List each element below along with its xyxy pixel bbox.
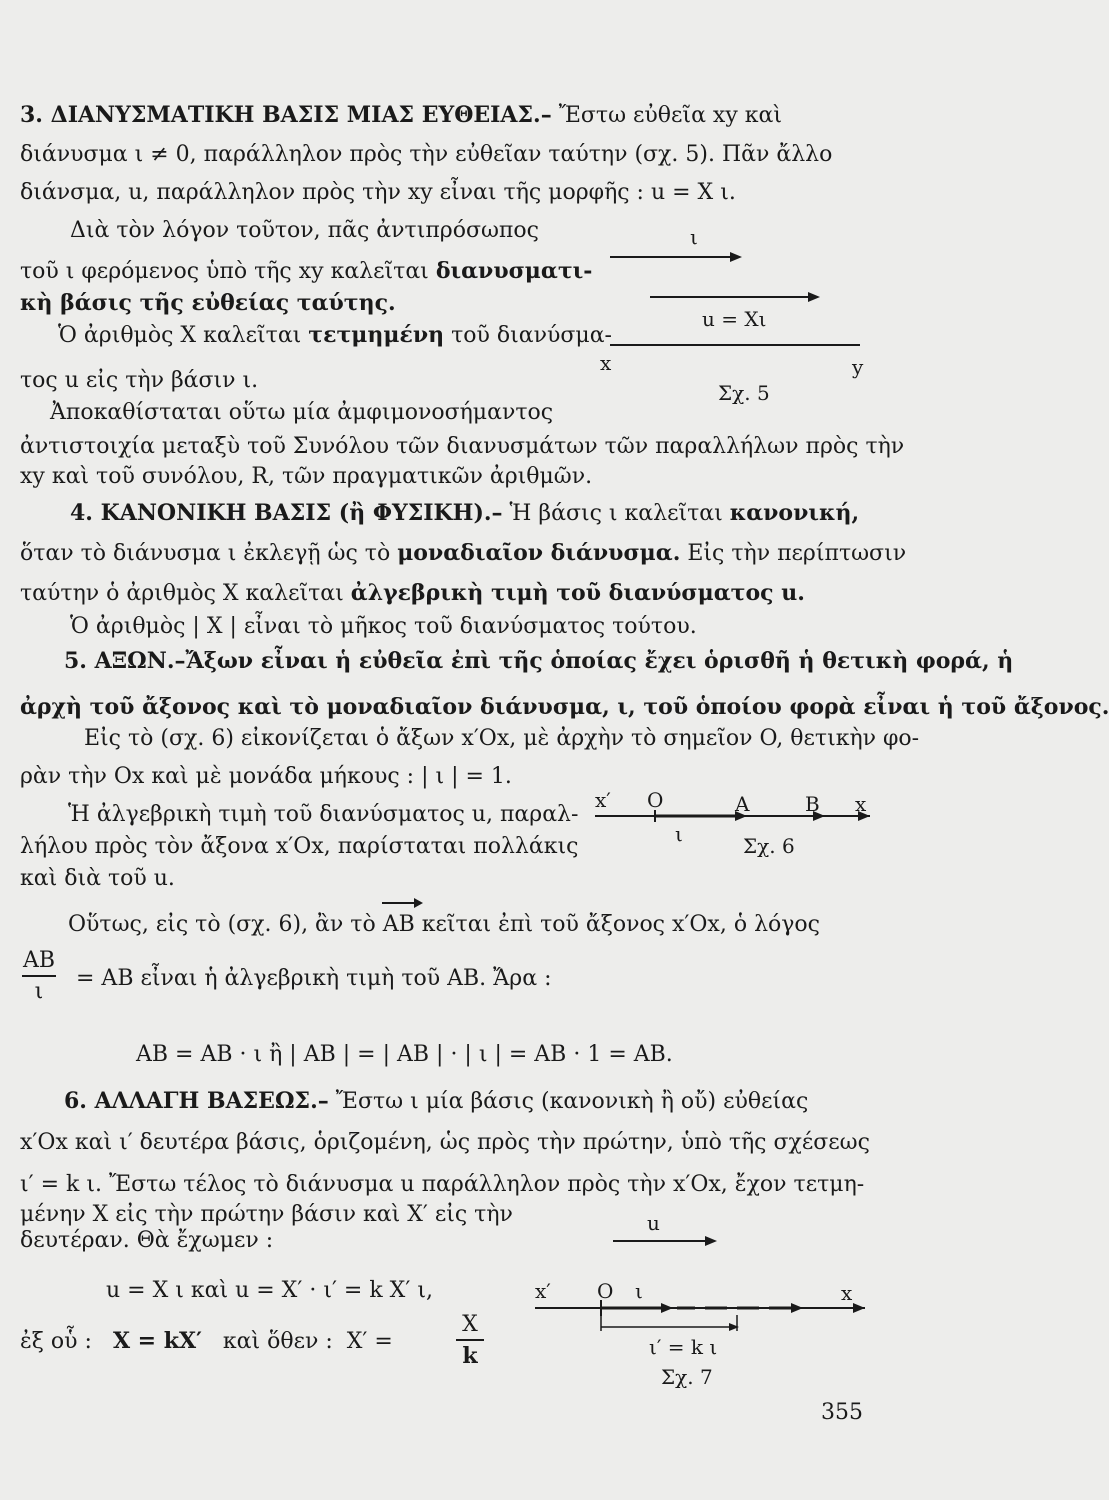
section-4-heading: 4. ΚΑΝΟΝΙΚΗ ΒΑΣΙΣ (ἢ ΦΥΣΙΚΗ).– xyxy=(70,500,503,526)
figure-5-i-label: ι xyxy=(690,225,698,249)
text: κεῖται ἐπὶ τοῦ ἄξονος x′Ox, ὁ λόγος xyxy=(414,912,820,937)
section-6-equation-2 xyxy=(20,1326,393,1357)
figure-7-caption: Σχ. 7 xyxy=(661,1365,713,1389)
section-6-line-3: ι′ = k ι. Ἔστω τέλος τὸ διάνυσμα u παράλληλον πρὸς τὴν x′Ox, ἔχον τετμη- xyxy=(20,1172,865,1197)
figure-6-o-label: O xyxy=(647,788,664,812)
section-3-line-4: Διὰ τὸν λόγον τοῦτον, πᾶς ἀντιπρόσωπος xyxy=(70,218,539,243)
fraction-numerator: AB xyxy=(22,948,56,973)
section-3-line-3: διάνσμα, u, παράλληλον πρὸς τὴν xy εἶναι τῆς μορφῆς : u = X ι. xyxy=(20,180,736,205)
text: εἶναι ἡ ἀλγεβρικὴ τιμὴ τοῦ AB. Ἄρα : xyxy=(133,966,552,991)
text: ταύτην ὁ ἀριθμὸς X καλεῖται xyxy=(20,581,351,606)
text: ὅταν τὸ διάνυσμα ι ἐκλεγῇ ὡς τὸ xyxy=(20,541,398,566)
section-3-line-9: Ἀποκαθίσταται οὕτω μία ἀμφιμονοσήμαντος xyxy=(50,400,554,425)
fraction-denominator: ι xyxy=(34,979,44,1004)
figure-6-a-label: A xyxy=(735,792,750,816)
section-4-line-1 xyxy=(70,498,859,529)
section-5-line-8 xyxy=(68,910,820,940)
text: τοῦ διανύσμα- xyxy=(444,323,612,348)
term: τετμημένη xyxy=(308,322,445,348)
figure-7-x-label: x xyxy=(841,1281,853,1305)
figure-6-b-label: B xyxy=(805,792,820,816)
term: διανυσματι- xyxy=(435,258,593,284)
term: μοναδιαῖον διάνυσμα. xyxy=(397,540,681,566)
section-5-line-3: Εἰς τὸ (σχ. 6) εἰκονίζεται ὁ ἄξων x′Ox, μὲ ἀρχὴν τὸ σημεῖον O, θετικὴν φο- xyxy=(84,726,920,751)
section-3-text: Ἔστω εὐθεῖα xy καὶ xyxy=(558,103,782,128)
section-3-line-11: xy καὶ τοῦ συνόλου, R, τῶν πραγματικῶν ἀριθμῶν. xyxy=(20,464,593,489)
section-6-equation-1: u = X ι καὶ u = X′ · ι′ = k X′ ι, xyxy=(106,1278,433,1303)
fraction-numerator: X xyxy=(462,1312,478,1337)
text: Οὕτως, εἰς τὸ (σχ. 6), ἂν τὸ xyxy=(68,912,383,937)
text: Εἰς τὴν περίπτωσιν xyxy=(680,541,907,566)
figure-6 xyxy=(595,788,885,868)
section-4-line-2 xyxy=(20,538,906,569)
section-3-line-6: κὴ βάσις τῆς εὐθείας ταύτης. xyxy=(20,290,396,316)
section-5-heading: 5. ΑΞΩΝ.– xyxy=(64,648,186,674)
section-5-line-4: ρὰν τὴν Ox καὶ μὲ μονάδα μήκους : | ι | = 1. xyxy=(20,764,512,789)
section-3-line-8: τος u εἰς τὴν βάσιν ι. xyxy=(20,368,259,393)
figure-5-x-label: x xyxy=(600,351,612,375)
fraction-ab-over-i xyxy=(22,948,56,1004)
figure-7-i-label: ι xyxy=(635,1279,643,1303)
equation: X′ = xyxy=(346,1329,393,1354)
section-3-line-5 xyxy=(20,256,592,287)
section-5-line-1 xyxy=(64,646,1013,677)
section-3-line-7 xyxy=(58,320,612,351)
figure-6-xp-label: x′ xyxy=(595,788,611,812)
figure-5-y-label: y xyxy=(852,355,864,379)
section-5-line-6: λήλου πρὸς τὸν ἄξονα x′Ox, παρίσταται πολλάκις xyxy=(20,834,579,859)
equation: X = kX′ xyxy=(112,1328,202,1354)
text: καὶ ὅθεν : xyxy=(222,1329,333,1354)
text: ἐξ οὗ : xyxy=(20,1329,92,1354)
section-5-line-5: Ἡ ἀλγεβρικὴ τιμὴ τοῦ διανύσματος u, παραλ- xyxy=(68,802,579,827)
section-6-line-1 xyxy=(64,1086,808,1117)
section-3-line-1 xyxy=(20,100,782,131)
term: κανονική, xyxy=(729,500,860,526)
section-6-line-2: x′Ox καὶ ι′ δευτέρα βάσις, ὁριζομένη, ὡς πρὸς τὴν πρώτην, ὑπὸ τῆς σχέσεως xyxy=(20,1130,870,1155)
section-6-line-5: δευτέραν. Θὰ ἔχωμεν : xyxy=(20,1228,274,1253)
text: = AB xyxy=(76,966,134,991)
section-5-line-7: καὶ διὰ τοῦ u. xyxy=(20,866,175,891)
figure-7-xp-label: x′ xyxy=(535,1279,551,1303)
text: Ἡ βάσις ι καλεῖται xyxy=(509,501,730,526)
text: Ἔστω ι μία βάσις (κανονικὴ ἢ οὔ) εὐθείας xyxy=(335,1089,809,1114)
figure-6-x-label: x xyxy=(855,792,867,816)
definition: Ἄξων εἶναι ἡ εὐθεῖα ἐπὶ τῆς ὁποίας ἔχει ὁρισθῆ ἡ θετικὴ φορά, ἡ xyxy=(185,648,1014,674)
section-5-line-9 xyxy=(76,964,552,994)
figure-7-u-label: u xyxy=(647,1211,660,1235)
figure-7-ip-label: ι′ = k ι xyxy=(649,1335,718,1359)
section-4-line-4: Ὁ ἀριθμὸς | X | εἶναι τὸ μῆκος τοῦ διανύσματος τούτου. xyxy=(70,614,697,639)
page-number: 355 xyxy=(821,1400,863,1425)
section-3-heading: 3. ΔΙΑΝΥΣΜΑΤΙΚΗ ΒΑΣΙΣ ΜΙΑΣ ΕΥΘΕΙΑΣ.– xyxy=(20,102,552,128)
section-6-heading: 6. ΑΛΛΑΓΗ ΒΑΣΕΩΣ.– xyxy=(64,1088,329,1114)
section-4-line-3 xyxy=(20,578,805,609)
section-5-line-2: ἀρχὴ τοῦ ἄξονος καὶ τὸ μοναδιαῖον διάνυσμα, ι, τοῦ ὁποίου φορὰ εἶναι ἡ τοῦ ἄξονος. xyxy=(20,694,1109,720)
fraction-bar xyxy=(22,975,56,977)
text: τοῦ ι φερόμενος ὑπὸ τῆς xy καλεῖται xyxy=(20,259,436,284)
figure-5 xyxy=(590,225,880,410)
fraction-bar xyxy=(456,1339,484,1341)
section-3-line-10: ἀντιστοιχία μεταξὺ τοῦ Συνόλου τῶν διανυσμάτων τῶν παραλλήλων πρὸς τὴν xyxy=(20,434,905,459)
fraction-denominator: k xyxy=(462,1343,478,1369)
section-3-line-2: διάνυσμα ι ≠ 0, παράλληλον πρὸς τὴν εὐθεῖαν ταύτην (σχ. 5). Πᾶν ἄλλο xyxy=(20,142,833,167)
term: ἀλγεβρικὴ τιμὴ τοῦ διανύσματος u. xyxy=(350,580,805,606)
figure-6-i-label: ι xyxy=(675,822,683,846)
fraction-x-over-k xyxy=(456,1312,484,1369)
figure-5-caption: Σχ. 5 xyxy=(718,381,770,405)
figure-7-o-label: O xyxy=(597,1279,614,1303)
figure-6-caption: Σχ. 6 xyxy=(743,834,795,858)
figure-5-u-label: u = Xι xyxy=(702,307,767,331)
text: Ὁ ἀριθμὸς X καλεῖται xyxy=(58,323,309,348)
vector-ab: AB xyxy=(383,910,415,940)
figure-7 xyxy=(535,1211,880,1395)
section-5-equation: AB = AB · ι ἢ | AB | = | AB | · | ι | = AB · 1 = AB. xyxy=(136,1042,673,1067)
section-6-line-4: μένην X εἰς τὴν πρώτην βάσιν καὶ X′ εἰς τὴν xyxy=(20,1202,513,1227)
